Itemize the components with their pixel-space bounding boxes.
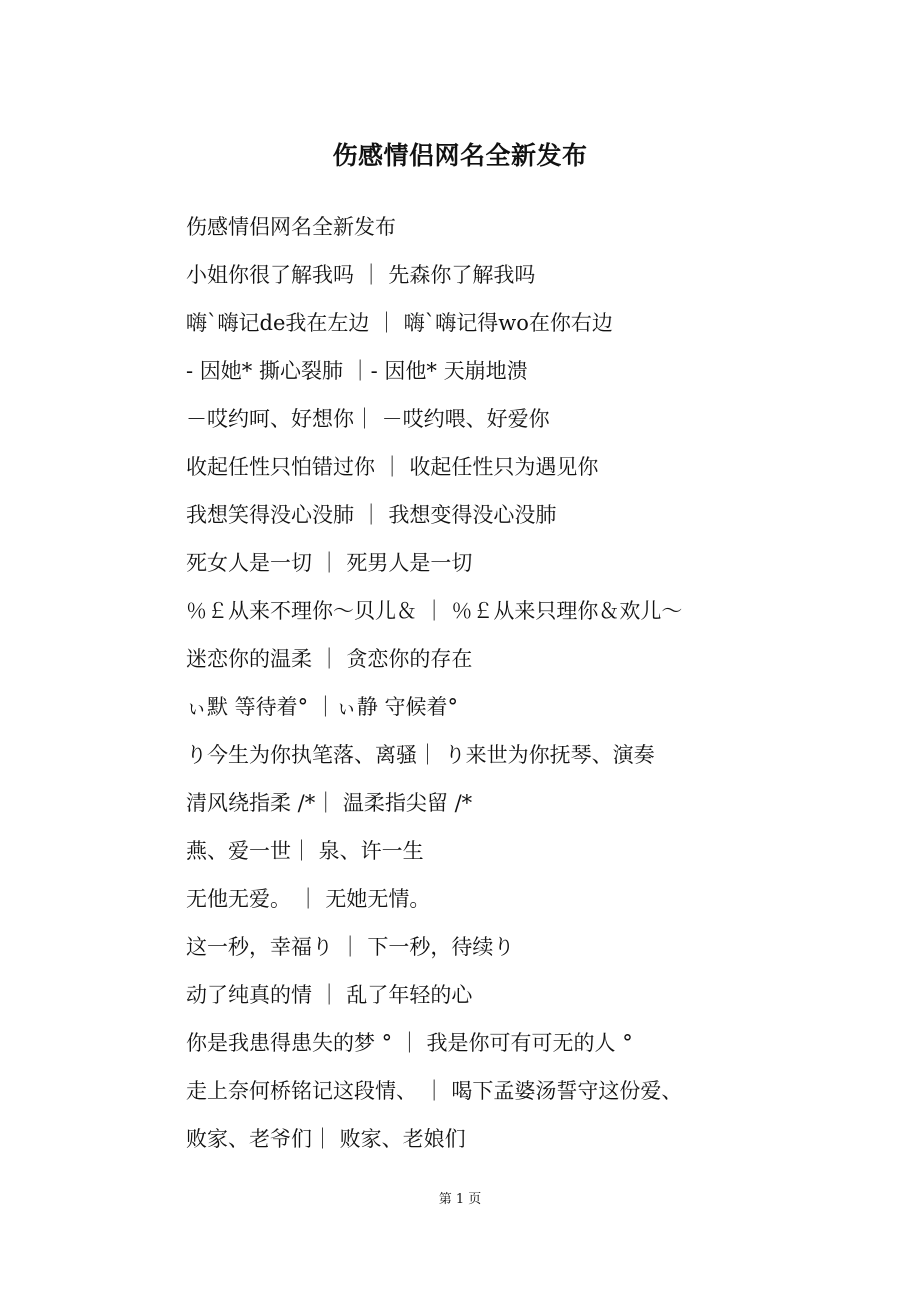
text-line: －哎约呵、好想你｜ －哎约喂、好爱你: [186, 407, 550, 431]
text-line: 小姐你很了解我吗 ｜ 先森你了解我吗: [186, 263, 536, 287]
text-line: 败家、老爷们｜ 败家、老娘们: [186, 1127, 466, 1151]
page-number: 第 1 页: [438, 1192, 482, 1207]
text-line: 走上奈何桥铭记这段情、 ｜ 喝下孟婆汤誓守这份爱、: [186, 1079, 683, 1103]
text-line: 嗨`嗨记de我在左边 ｜ 嗨`嗨记得wo在你右边: [186, 311, 613, 335]
text-line: 迷恋你的温柔 ｜ 贪恋你的存在: [186, 647, 473, 671]
text-line: 伤感情侣网名全新发布: [186, 215, 396, 239]
text-line: 你是我患得患失的梦 ° ｜ 我是你可有可无的人 °: [186, 1031, 633, 1055]
text-line: 收起任性只怕错过你 ｜ 收起任性只为遇见你: [186, 455, 599, 479]
text-line: 这一秒，幸福り ｜ 下一秒，待续り: [186, 935, 515, 959]
document-title: 伤感情侣网名全新发布: [332, 141, 588, 170]
text-line: - 因她* 撕心裂肺 ｜- 因他* 天崩地溃: [186, 359, 528, 383]
text-line: 我想笑得没心没肺 ｜ 我想变得没心没肺: [186, 503, 557, 527]
text-line: 无他无爱。 ｜ 无她无情。: [186, 887, 431, 911]
text-line: 动了纯真的情 ｜ 乱了年轻的心: [186, 983, 473, 1007]
text-line: 死女人是一切 ｜ 死男人是一切: [186, 551, 473, 575]
document-body: [186, 205, 806, 1165]
text-line: ％￡从来不理你～贝儿＆ ｜ ％￡从来只理你＆欢儿～: [186, 599, 683, 623]
text-line: ぃ默 等待着° ｜ぃ静 守候着°: [186, 695, 459, 719]
text-line: 燕、爱一世｜ 泉、许一生: [186, 839, 424, 863]
text-line: り今生为你执笔落、离骚｜ り来世为你抚琴、演奏: [186, 743, 655, 767]
text-line: 清风绕指柔 /*｜ 温柔指尖留 /*: [186, 791, 473, 815]
